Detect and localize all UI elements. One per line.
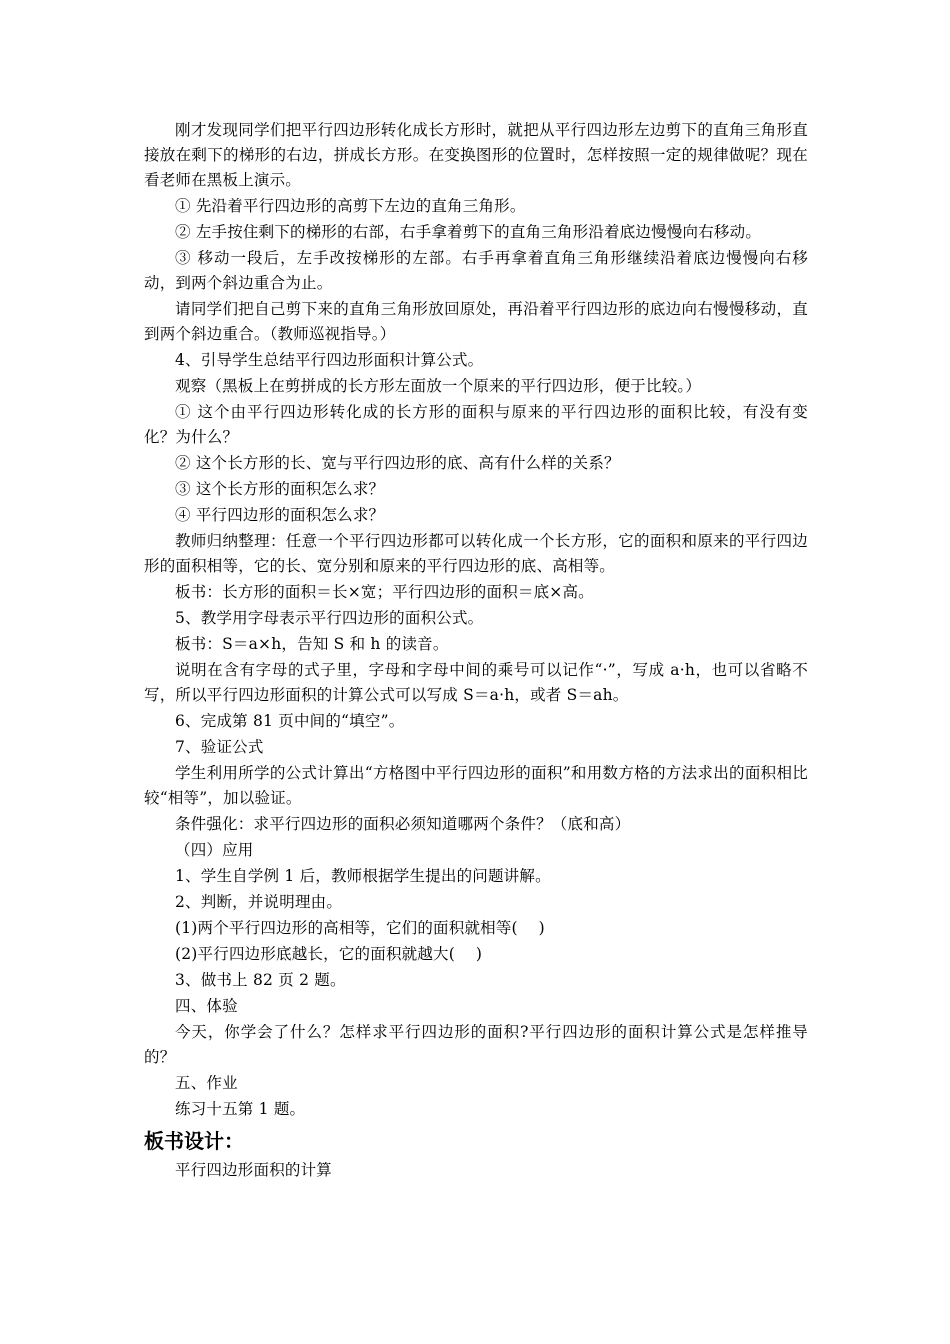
paragraph-judge-1: (1)两个平行四边形的高相等，它们的面积就相等( ): [175, 919, 545, 937]
board-design-title: 平行四边形面积的计算: [175, 1161, 333, 1179]
paragraph-step-1: ① 先沿着平行四边形的高剪下左边的直角三角形。: [175, 197, 526, 215]
paragraph-question-2: ② 这个长方形的长、宽与平行四边形的底、高有什么样的关系？: [175, 454, 620, 472]
paragraph-question-3: ③ 这个长方形的面积怎么求？: [175, 480, 385, 498]
paragraph-question-1: ① 这个由平行四边形转化成的长方形的面积与原来的平行四边形的面积比较，有没有变化？为什么？: [144, 403, 808, 446]
paragraph-intro: 刚才发现同学们把平行四边形转化成长方形时，就把从平行四边形左边剪下的直角三角形直接放在剩下的梯形的右边，拼成长方形。在变换图形的位置时，怎样按照一定的规律做呢？现在看老师在黑板上演示。: [144, 121, 808, 189]
paragraph-app-3: 3、做书上 82 页 2 题。: [175, 971, 346, 989]
paragraph-section-5: 5、教学用字母表示平行四边形的面积公式。: [175, 609, 484, 627]
board-design-heading: 板书设计：: [144, 1129, 244, 1153]
paragraph-experience: 四、体验: [175, 997, 238, 1015]
paragraph-section-4: 4、引导学生总结平行四边形面积计算公式。: [175, 351, 484, 369]
paragraph-app-1: 1、学生自学例 1 后，教师根据学生提出的问题讲解。: [175, 867, 551, 885]
paragraph-application: （四）应用: [175, 841, 254, 859]
paragraph-condition: 条件强化：求平行四边形的面积必须知道哪两个条件？（底和高）: [175, 815, 631, 833]
document-page: [144, 118, 808, 1184]
paragraph-student-activity: 请同学们把自己剪下来的直角三角形放回原处，再沿着平行四边形的底边向右慢慢移动，直到两个斜边重合。（教师巡视指导。）: [144, 300, 808, 343]
paragraph-homework: 五、作业: [175, 1074, 238, 1092]
paragraph-teacher-summary: 教师归纳整理：任意一个平行四边形都可以转化成一个长方形，它的面积和原来的平行四边形的面积相等，它的长、宽分别和原来的平行四边形的底、高相等。: [144, 532, 808, 575]
paragraph-review: 今天，你学会了什么？怎样求平行四边形的面积?平行四边形的面积计算公式是怎样推导的？: [144, 1023, 808, 1066]
paragraph-question-4: ④ 平行四边形的面积怎么求？: [175, 506, 385, 524]
paragraph-exercise: 练习十五第 1 题。: [175, 1100, 306, 1118]
paragraph-step-2: ② 左手按住剩下的梯形的右部，右手拿着剪下的直角三角形沿着底边慢慢向右移动。: [175, 223, 762, 241]
paragraph-observe: 观察（黑板上在剪拼成的长方形左面放一个原来的平行四边形，便于比较。）: [175, 377, 702, 395]
paragraph-judge-2: (2)平行四边形底越长，它的面积就越大( ): [175, 945, 483, 963]
paragraph-section-6: 6、完成第 81 页中间的“填空”。: [175, 712, 405, 730]
paragraph-verification: 学生利用所学的公式计算出“方格图中平行四边形的面积”和用数方格的方法求出的面积相比较“相等”，加以验证。: [144, 764, 808, 807]
paragraph-board-formula: 板书：长方形的面积＝长×宽；平行四边形的面积＝底×高。: [175, 583, 594, 601]
paragraph-step-3: ③ 移动一段后，左手改按梯形的左部。右手再拿着直角三角形继续沿着底边慢慢向右移动，到两个斜边重合为止。: [144, 249, 808, 292]
paragraph-app-2: 2、判断，并说明理由。: [175, 893, 343, 911]
paragraph-explanation: 说明在含有字母的式子里，字母和字母中间的乘号可以记作“·”，写成 a·h，也可以省略不写，所以平行四边形面积的计算公式可以写成 S＝a·h，或者 S＝ah。: [144, 661, 808, 704]
paragraph-board-letters: 板书：S＝a×h，告知 S 和 h 的读音。: [175, 635, 449, 653]
paragraph-section-7: 7、验证公式: [175, 738, 264, 756]
